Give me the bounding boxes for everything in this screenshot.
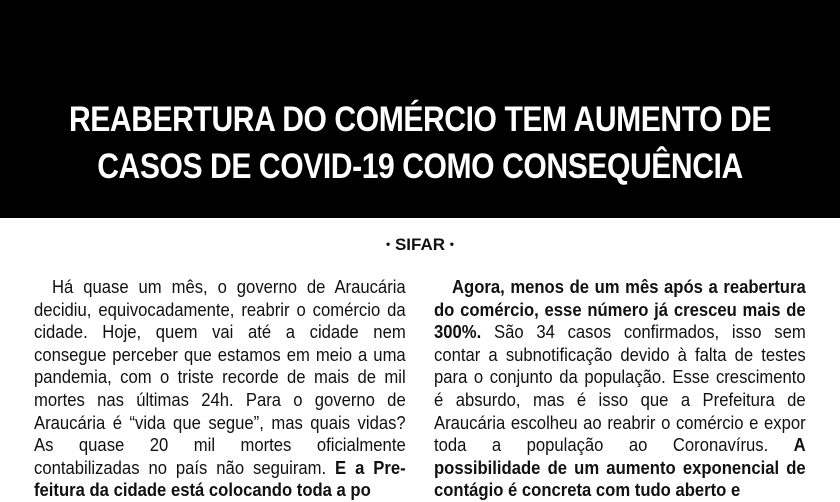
left-paragraph-bold: E a Prefeitura da cidade está colocando toda a po — [34, 456, 406, 501]
right-paragraph-bold-lead: Agora, menos de um mês após a reabertura do comércio, esse número já cresceu mais de 300%. — [434, 276, 806, 343]
byline-author: SIFAR — [394, 235, 446, 254]
byline-bullet-right: • — [449, 237, 454, 251]
headline-line-2: CASOS DE COVID-19 COMO CONSEQUÊNCIA — [97, 147, 743, 186]
article-column-right — [434, 276, 806, 502]
right-paragraph-text: São 34 casos confirmados, isso sem contar a subnotificação devido à falta de testes para o conjunto da população. Esse crescimento é absurdo, mas é isso que a Prefeitura de Araucária escolheu ao reabrir o comércio e expor toda a população ao Coronavírus. — [434, 321, 806, 456]
headline-banner — [0, 0, 840, 218]
left-paragraph-text: Há quase um mês, o governo de Araucária decidiu, equivocadamente, reabrir o comércio da cidade. Hoje, quem vai até a cidade nem consegue perceber que estamos em meio a uma pandemia, com o triste recorde de mais de mil mortes nas últimas 24h. Para o governo de Araucária é “vida que segue”, mas quais vidas? As quase 20 mil mortes oficialmente contabilizadas no país não seguiram. — [34, 276, 406, 478]
headline-line-1: REABERTURA DO COMÉRCIO TEM AUMENTO DE — [68, 100, 772, 139]
byline-bullet-left: • — [386, 237, 391, 251]
left-paragraph — [34, 276, 406, 502]
right-paragraph-bold-tail: A possibilidade de um aumento exponencial de contágio é concreta com tudo aberto e — [434, 434, 806, 501]
right-paragraph — [434, 276, 806, 502]
article-column-left — [34, 276, 406, 502]
article-byline — [0, 233, 840, 256]
article-headline — [59, 96, 781, 190]
